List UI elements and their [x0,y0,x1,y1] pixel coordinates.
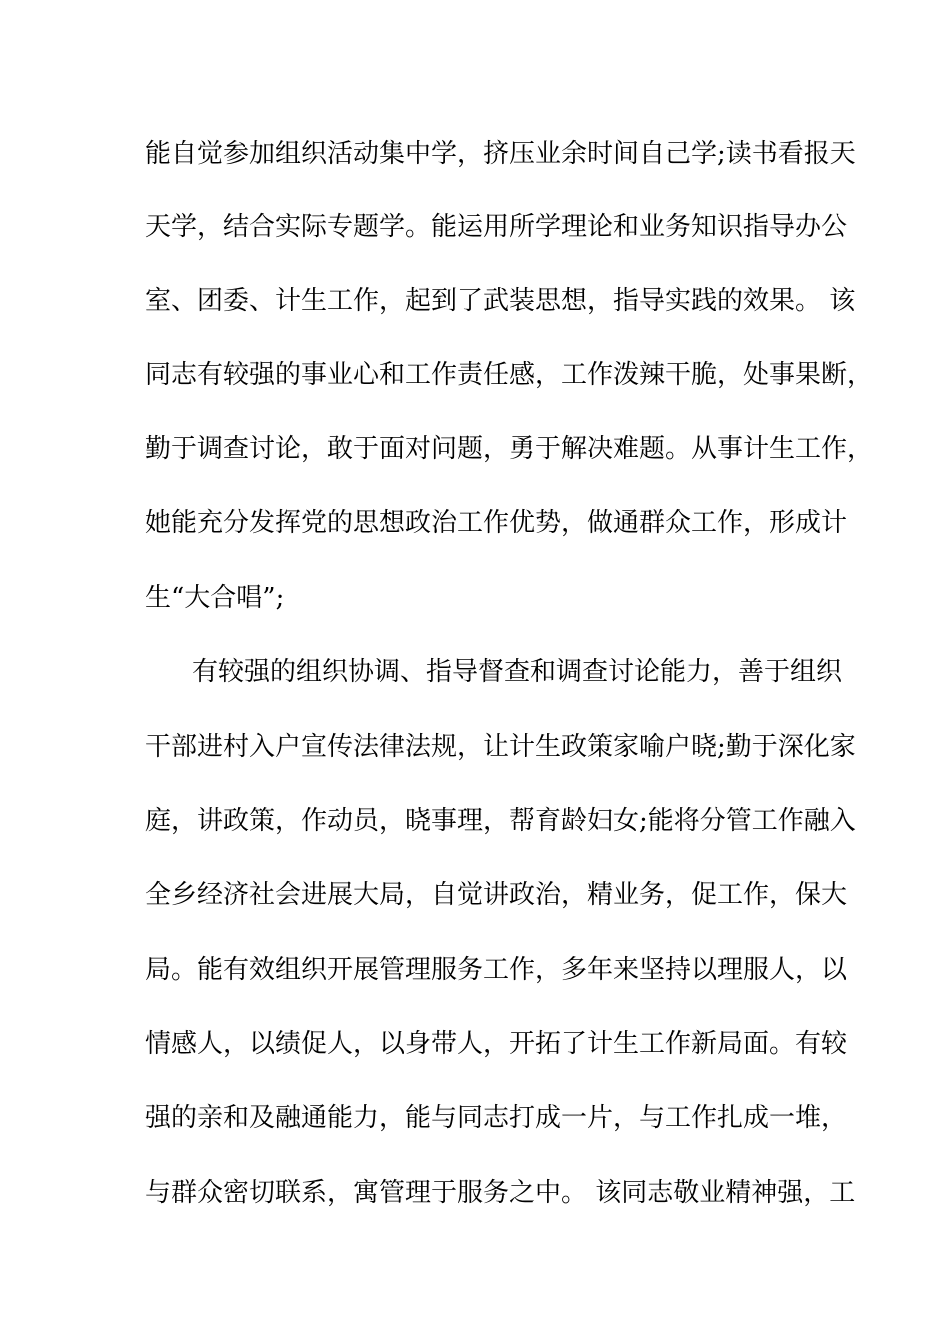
paragraph-2-line-7: 强的亲和及融通能力，能与同志打成一片，与工作扎成一堆， [145,1103,848,1133]
paragraph-1-line-3: 室、团委、计生工作，起到了武装思想，指导实践的效果。 该 [145,286,856,316]
paragraph-1-line-6: 她能充分发挥党的思想政治工作优势，做通群众工作，形成计 [145,508,848,538]
paragraph-2-line-2: 干部进村入户宣传法律法规，让计生政策家喻户晓;勤于深化家 [145,732,856,762]
paragraph-1-line-2: 天学，结合实际专题学。能运用所学理论和业务知识指导办公 [145,212,848,242]
paragraph-1-line-7: 生“大合唱”; [145,583,285,613]
paragraph-2-line-1: 有较强的组织协调、指导督查和调查讨论能力，善于组织 [192,657,843,687]
paragraph-1-line-1: 能自觉参加组织活动集中学，挤压业余时间自己学;读书看报天 [145,139,856,169]
paragraph-2-line-3: 庭，讲政策，作动员，晓事理，帮育龄妇女;能将分管工作融入 [145,806,856,836]
paragraph-1-line-5: 勤于调查讨论，敢于面对问题，勇于解决难题。从事计生工作， [145,434,874,464]
paragraph-2-line-5: 局。能有效组织开展管理服务工作，多年来坚持以理服人，以 [145,955,848,985]
paragraph-2-line-8: 与群众密切联系，寓管理于服务之中。 该同志敬业精神强，工 [145,1178,856,1208]
paragraph-2-line-4: 全乡经济社会进展大局，自觉讲政治，精业务，促工作，保大 [145,880,848,910]
paragraph-1-line-4: 同志有较强的事业心和工作责任感，工作泼辣干脆，处事果断， [145,360,874,390]
paragraph-2-line-6: 情感人，以绩促人，以身带人，开拓了计生工作新局面。有较 [145,1029,848,1059]
